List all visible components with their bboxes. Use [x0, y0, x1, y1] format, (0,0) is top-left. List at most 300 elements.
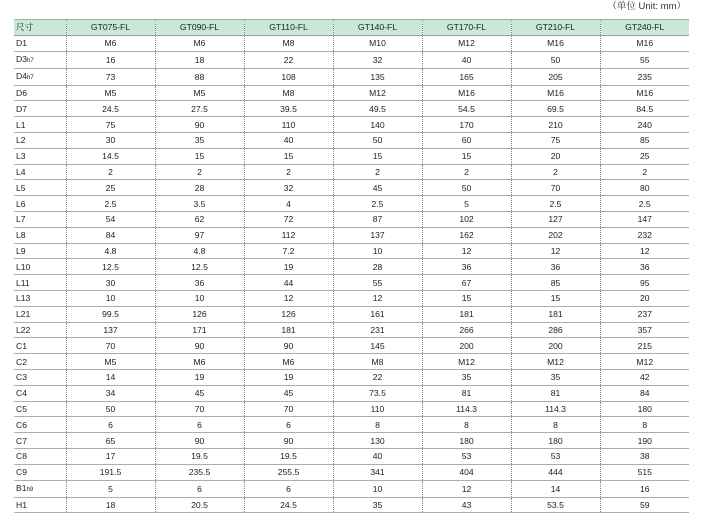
table-cell: 12	[422, 480, 511, 497]
row-label: D1	[16, 38, 27, 49]
table-cell: 15	[155, 148, 244, 164]
table-cell: 81	[511, 385, 600, 401]
row-label-cell	[14, 290, 66, 306]
row-label: L3	[16, 151, 26, 162]
table-cell: 3.5	[155, 196, 244, 212]
table-cell: 53.5	[511, 497, 600, 513]
row-label-cell	[14, 101, 66, 117]
table-cell: M10	[333, 35, 422, 51]
row-label-cell	[14, 464, 66, 480]
table-cell: 16	[600, 480, 689, 497]
table-cell: 110	[333, 401, 422, 417]
table-cell: 232	[600, 227, 689, 243]
table-row	[14, 132, 689, 148]
table-cell: 90	[155, 117, 244, 133]
row-label: C4	[16, 388, 27, 399]
table-cell: 43	[422, 497, 511, 513]
table-cell: M12	[600, 354, 689, 370]
header-model: GT140-FL	[333, 20, 422, 36]
table-cell: M5	[155, 85, 244, 101]
table-cell: 49.5	[333, 101, 422, 117]
table-cell: 30	[66, 275, 155, 291]
table-cell: 32	[244, 180, 333, 196]
header-model: GT240-FL	[600, 20, 689, 36]
table-cell: 181	[422, 306, 511, 322]
table-cell: 19	[244, 259, 333, 275]
table-row	[14, 417, 689, 433]
table-cell: 10	[333, 480, 422, 497]
table-cell: 444	[511, 464, 600, 480]
table-cell: 55	[600, 51, 689, 68]
table-cell: 81	[422, 385, 511, 401]
table-cell: 140	[333, 117, 422, 133]
row-label-cell	[14, 148, 66, 164]
row-label: C3	[16, 372, 27, 383]
table-cell: M5	[66, 85, 155, 101]
table-row	[14, 85, 689, 101]
table-cell: 70	[66, 338, 155, 354]
table-cell: 18	[155, 51, 244, 68]
row-label: C1	[16, 340, 27, 351]
table-cell: 2.5	[600, 196, 689, 212]
table-cell: 2	[244, 164, 333, 180]
row-label-cell	[14, 211, 66, 227]
table-row	[14, 117, 689, 133]
row-label-cell	[14, 132, 66, 148]
table-cell: 8	[333, 417, 422, 433]
table-row	[14, 227, 689, 243]
table-cell: M16	[422, 85, 511, 101]
row-label-cell	[14, 433, 66, 449]
table-row	[14, 354, 689, 370]
table-row	[14, 338, 689, 354]
table-cell: 112	[244, 227, 333, 243]
row-label: C7	[16, 435, 27, 446]
table-cell: 215	[600, 338, 689, 354]
table-cell: 85	[600, 132, 689, 148]
table-cell: 5	[422, 196, 511, 212]
table-cell: 6	[155, 417, 244, 433]
table-cell: 108	[244, 68, 333, 85]
table-cell: 12	[244, 290, 333, 306]
table-row	[14, 148, 689, 164]
row-label: L6	[16, 198, 26, 209]
table-cell: 171	[155, 322, 244, 338]
table-row	[14, 180, 689, 196]
table-cell: 240	[600, 117, 689, 133]
row-label: L4	[16, 166, 26, 177]
table-cell: 231	[333, 322, 422, 338]
table-cell: 205	[511, 68, 600, 85]
table-cell: 137	[333, 227, 422, 243]
table-cell: 19.5	[155, 448, 244, 464]
table-cell: 147	[600, 211, 689, 227]
table-cell: 15	[422, 148, 511, 164]
table-cell: M8	[244, 85, 333, 101]
table-row	[14, 385, 689, 401]
table-cell: M16	[600, 35, 689, 51]
row-label-cell	[14, 117, 66, 133]
table-cell: M6	[155, 354, 244, 370]
table-cell: 181	[511, 306, 600, 322]
row-label-cell	[14, 417, 66, 433]
row-label-cell	[14, 180, 66, 196]
table-cell: 180	[600, 401, 689, 417]
table-cell: M6	[155, 35, 244, 51]
row-label-cell	[14, 322, 66, 338]
table-cell: 341	[333, 464, 422, 480]
table-cell: M12	[422, 35, 511, 51]
table-row	[14, 164, 689, 180]
table-cell: 88	[155, 68, 244, 85]
table-cell: 7.2	[244, 243, 333, 259]
table-cell: 45	[333, 180, 422, 196]
table-cell: 19	[155, 369, 244, 385]
table-cell: 60	[422, 132, 511, 148]
table-cell: 4.8	[155, 243, 244, 259]
table-cell: 30	[66, 132, 155, 148]
table-row	[14, 464, 689, 480]
table-cell: 36	[422, 259, 511, 275]
table-cell: M5	[66, 354, 155, 370]
table-cell: 6	[244, 417, 333, 433]
table-cell: M6	[66, 35, 155, 51]
table-cell: 2	[66, 164, 155, 180]
table-cell: 40	[333, 448, 422, 464]
table-cell: 19.5	[244, 448, 333, 464]
table-cell: 126	[244, 306, 333, 322]
table-cell: 20	[600, 290, 689, 306]
table-cell: 22	[244, 51, 333, 68]
row-label: C9	[16, 467, 27, 478]
table-cell: 5	[66, 480, 155, 497]
table-cell: 14.5	[66, 148, 155, 164]
row-label-cell	[14, 259, 66, 275]
table-cell: 10	[66, 290, 155, 306]
table-cell: 12	[422, 243, 511, 259]
table-cell: 67	[422, 275, 511, 291]
table-cell: 50	[422, 180, 511, 196]
table-cell: 137	[66, 322, 155, 338]
table-cell: 8	[511, 417, 600, 433]
table-cell: 12	[333, 290, 422, 306]
table-cell: 10	[333, 243, 422, 259]
table-cell: 202	[511, 227, 600, 243]
table-cell: 266	[422, 322, 511, 338]
table-cell: 4.8	[66, 243, 155, 259]
table-cell: 80	[600, 180, 689, 196]
row-label-cell	[14, 497, 66, 513]
row-label: L10	[16, 261, 31, 272]
table-cell: 110	[244, 117, 333, 133]
table-cell: 235	[600, 68, 689, 85]
table-cell: 170	[422, 117, 511, 133]
header-model: GT210-FL	[511, 20, 600, 36]
table-cell: 15	[422, 290, 511, 306]
table-cell: 84	[66, 227, 155, 243]
table-cell: M16	[511, 35, 600, 51]
row-label: D4	[16, 70, 27, 81]
table-cell: 210	[511, 117, 600, 133]
table-cell: 54.5	[422, 101, 511, 117]
table-cell: 40	[422, 51, 511, 68]
table-cell: 70	[244, 401, 333, 417]
table-row	[14, 401, 689, 417]
table-cell: 165	[422, 68, 511, 85]
table-cell: 59	[600, 497, 689, 513]
row-label-cell	[14, 85, 66, 101]
table-cell: 235.5	[155, 464, 244, 480]
table-cell: 44	[244, 275, 333, 291]
table-cell: 200	[422, 338, 511, 354]
table-cell: 99.5	[66, 306, 155, 322]
table-cell: M12	[511, 354, 600, 370]
table-cell: M16	[511, 85, 600, 101]
table-cell: M12	[333, 85, 422, 101]
table-cell: 25	[600, 148, 689, 164]
table-row	[14, 306, 689, 322]
table-cell: 181	[244, 322, 333, 338]
table-cell: 2	[422, 164, 511, 180]
table-cell: 2.5	[66, 196, 155, 212]
table-cell: 73.5	[333, 385, 422, 401]
table-cell: 2	[511, 164, 600, 180]
table-cell: 90	[244, 338, 333, 354]
table-cell: 19	[244, 369, 333, 385]
table-cell: 190	[600, 433, 689, 449]
table-cell: 53	[511, 448, 600, 464]
table-cell: 22	[333, 369, 422, 385]
table-cell: 14	[511, 480, 600, 497]
table-cell: 114.3	[422, 401, 511, 417]
row-label: D6	[16, 87, 27, 98]
table-cell: 28	[155, 180, 244, 196]
row-label-cell	[14, 338, 66, 354]
table-cell: 180	[511, 433, 600, 449]
row-label: L1	[16, 119, 26, 130]
table-cell: 135	[333, 68, 422, 85]
table-cell: 2.5	[511, 196, 600, 212]
tolerance-subscript: h7	[27, 57, 34, 64]
table-cell: 25	[66, 180, 155, 196]
table-row	[14, 51, 689, 68]
table-cell: 2	[600, 164, 689, 180]
table-cell: 8	[600, 417, 689, 433]
table-cell: 24.5	[66, 101, 155, 117]
table-cell: 126	[155, 306, 244, 322]
table-cell: 12.5	[66, 259, 155, 275]
table-cell: 20	[511, 148, 600, 164]
table-cell: M16	[600, 85, 689, 101]
header-row	[14, 20, 689, 36]
table-row	[14, 35, 689, 51]
table-cell: 191.5	[66, 464, 155, 480]
table-cell: 6	[155, 480, 244, 497]
table-cell: 8	[422, 417, 511, 433]
table-row	[14, 369, 689, 385]
table-row	[14, 433, 689, 449]
table-cell: 14	[66, 369, 155, 385]
header-model: GT110-FL	[244, 20, 333, 36]
row-label: L21	[16, 309, 31, 320]
row-label-cell	[14, 275, 66, 291]
table-cell: 54	[66, 211, 155, 227]
table-cell: 90	[244, 433, 333, 449]
table-cell: M8	[333, 354, 422, 370]
row-label: L11	[16, 277, 30, 288]
table-row	[14, 448, 689, 464]
table-cell: 70	[155, 401, 244, 417]
table-row	[14, 211, 689, 227]
table-cell: 32	[333, 51, 422, 68]
table-cell: 127	[511, 211, 600, 227]
table-cell: 85	[511, 275, 600, 291]
table-cell: M6	[244, 354, 333, 370]
row-label-cell	[14, 51, 66, 68]
row-label-cell	[14, 354, 66, 370]
table-cell: 40	[244, 132, 333, 148]
row-label-cell	[14, 480, 66, 497]
table-row	[14, 196, 689, 212]
table-cell: 404	[422, 464, 511, 480]
table-cell: 36	[155, 275, 244, 291]
table-cell: 180	[422, 433, 511, 449]
table-cell: 102	[422, 211, 511, 227]
row-label: L7	[16, 214, 26, 225]
table-cell: 15	[511, 290, 600, 306]
row-label: D7	[16, 103, 27, 114]
table-cell: 130	[333, 433, 422, 449]
row-label-cell	[14, 227, 66, 243]
tolerance-subscript: h9	[26, 486, 34, 493]
row-label: D3	[16, 53, 27, 64]
table-cell: 87	[333, 211, 422, 227]
table-cell: 84.5	[600, 101, 689, 117]
table-header	[14, 20, 689, 36]
row-label: L2	[16, 135, 26, 146]
table-cell: 255.5	[244, 464, 333, 480]
table-cell: 357	[600, 322, 689, 338]
row-label-cell	[14, 243, 66, 259]
table-cell: 12	[600, 243, 689, 259]
table-cell: 2	[155, 164, 244, 180]
table-cell: M12	[422, 354, 511, 370]
table-cell: 237	[600, 306, 689, 322]
table-cell: 16	[66, 51, 155, 68]
table-cell: 2.5	[333, 196, 422, 212]
table-cell: 65	[66, 433, 155, 449]
header-model: GT075-FL	[66, 20, 155, 36]
table-cell: 50	[333, 132, 422, 148]
table-cell: 15	[333, 148, 422, 164]
table-cell: 200	[511, 338, 600, 354]
table-cell: 162	[422, 227, 511, 243]
table-cell: 50	[66, 401, 155, 417]
table-cell: 75	[511, 132, 600, 148]
table-cell: 36	[600, 259, 689, 275]
table-cell: 69.5	[511, 101, 600, 117]
table-row	[14, 68, 689, 85]
table-cell: 35	[422, 369, 511, 385]
row-label-cell	[14, 369, 66, 385]
table-cell: 90	[155, 338, 244, 354]
table-cell: 62	[155, 211, 244, 227]
table-cell: 34	[66, 385, 155, 401]
header-model: GT170-FL	[422, 20, 511, 36]
table-cell: 35	[333, 497, 422, 513]
unit-note: （单位 Unit: mm）	[607, 1, 686, 12]
table-cell: 12.5	[155, 259, 244, 275]
table-row	[14, 259, 689, 275]
table-row	[14, 275, 689, 291]
row-label: B1	[16, 482, 27, 493]
table-row	[14, 480, 689, 497]
header-dimension-label: 尺寸	[14, 20, 66, 36]
table-cell: 72	[244, 211, 333, 227]
table-cell: 17	[66, 448, 155, 464]
table-cell: 161	[333, 306, 422, 322]
row-label: C8	[16, 451, 27, 462]
table-cell: 515	[600, 464, 689, 480]
row-label: C6	[16, 419, 27, 430]
row-label-cell	[14, 68, 66, 85]
table-row	[14, 497, 689, 513]
row-label: C5	[16, 403, 27, 414]
row-label: L5	[16, 182, 26, 193]
table-cell: 45	[155, 385, 244, 401]
table-cell: 95	[600, 275, 689, 291]
table-cell: 45	[244, 385, 333, 401]
row-label-cell	[14, 401, 66, 417]
row-label: C2	[16, 356, 27, 367]
row-label-cell	[14, 35, 66, 51]
table-cell: 2	[333, 164, 422, 180]
tolerance-subscript: h7	[27, 74, 34, 81]
table-cell: 10	[155, 290, 244, 306]
table-cell: 36	[511, 259, 600, 275]
table-cell: 42	[600, 369, 689, 385]
table-cell: 70	[511, 180, 600, 196]
table-cell: 75	[66, 117, 155, 133]
row-label-cell	[14, 306, 66, 322]
table-cell: 6	[244, 480, 333, 497]
table-cell: 24.5	[244, 497, 333, 513]
row-label-cell	[14, 385, 66, 401]
table-cell: 114.3	[511, 401, 600, 417]
table-cell: 73	[66, 68, 155, 85]
table-cell: 145	[333, 338, 422, 354]
table-cell: 50	[511, 51, 600, 68]
row-label-cell	[14, 196, 66, 212]
table-cell: 20.5	[155, 497, 244, 513]
row-label-cell	[14, 164, 66, 180]
table-cell: 4	[244, 196, 333, 212]
table-cell: 6	[66, 417, 155, 433]
table-cell: 15	[244, 148, 333, 164]
table-cell: 55	[333, 275, 422, 291]
table-row	[14, 322, 689, 338]
row-label: L13	[16, 293, 31, 304]
table-cell: 28	[333, 259, 422, 275]
table-cell: 18	[66, 497, 155, 513]
table-cell: 84	[600, 385, 689, 401]
table-row	[14, 243, 689, 259]
row-label: L9	[16, 245, 26, 256]
table-row	[14, 101, 689, 117]
table-cell: 27.5	[155, 101, 244, 117]
row-label: L22	[16, 324, 31, 335]
table-body	[14, 35, 689, 513]
